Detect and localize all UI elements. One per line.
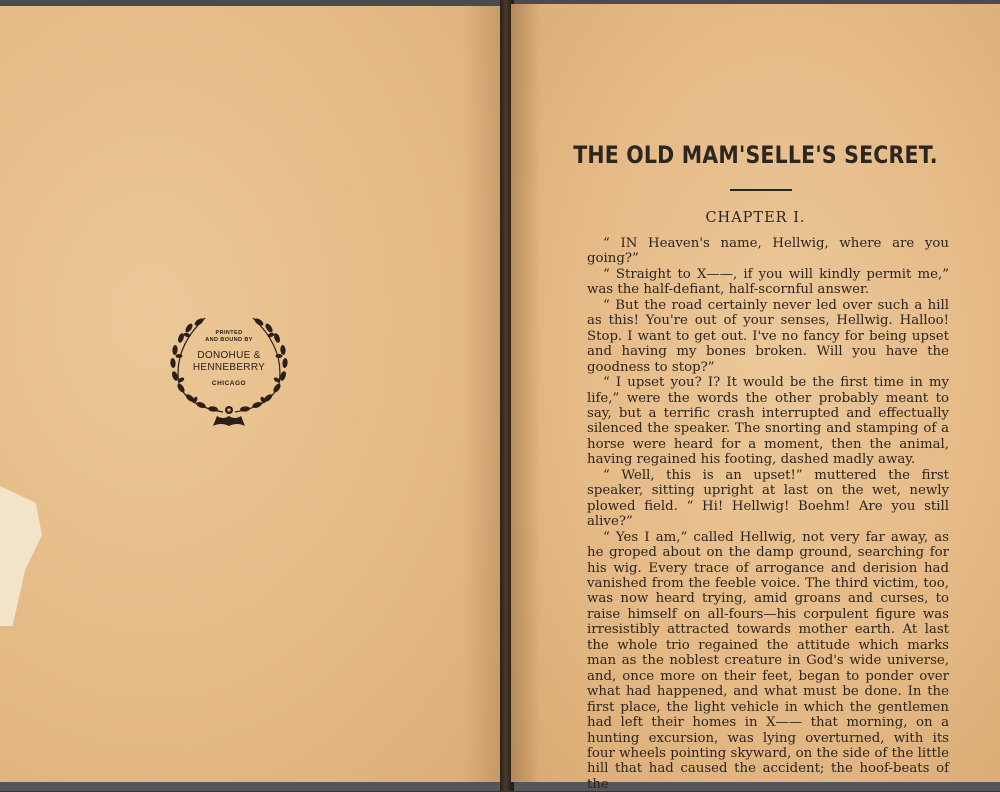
imprint-publisher-line2: HENNEBERRY [192, 362, 266, 373]
imprint-publisher-line1: DONOHUE & [197, 350, 261, 361]
book-title: THE OLD MAM'SELLE'S SECRET. [573, 141, 938, 169]
paragraph: “ IN Heaven's name, Hellwig, where are you going?” [587, 236, 949, 267]
imprint-city: CHICAGO [211, 380, 247, 387]
page-tear [0, 486, 42, 626]
paragraph: “ Well, this is an upset!” muttered the first speaker, sitting upright at last on the wet, newly plowed field. “ Hi! Hellwig! Boehm! Are you still alive?” [587, 467, 949, 530]
chapter-body-text [587, 236, 949, 792]
left-page-gutter-shade [463, 6, 503, 782]
right-page-gutter-shade [511, 4, 541, 782]
imprint-bound-label: AND BOUND BY [205, 337, 253, 343]
title-rule-divider [730, 189, 792, 191]
imprint-printed-label: PRINTED [215, 330, 243, 336]
chapter-heading: CHAPTER I. [705, 210, 806, 226]
paragraph: “ Straight to X——, if you will kindly permit me,” was the half-defiant, half-scornful answer. [587, 266, 949, 298]
paragraph: “ Yes I am,” called Hellwig, not very far away, as he groped about on the damp ground, searching for his wig. Every trace of arrogance and derision had vanished from the feeble voice. The third victim, too, was now heard trying, amid groans and curses, to raise himself on all-fours—his corpulent figure was irresistibly attracted towards mother earth. At last the whole trio regained the attitude which marks man as the noblest creature in God's wide universe, and, once more on their feet, began to ponder over what had happened, and what must be done. In the first place, the light vehicle in which the gentlemen had left their homes in X—— that morning, on a hunting excursion, was lying overturned, with its four wheels pointing skyward, on the side of the little hill that had caused the accident; the hoof-beats of the [587, 529, 949, 792]
printer-imprint [165, 308, 293, 436]
paragraph: “ I upset you? I? It would be the first time in my life,” were the words the other probably meant to say, but a terrific crash interrupted and effectually silenced the speaker. The snorting and stamping of a horse were heard for a moment, then the animal, having regained his footing, dashed madly away. [587, 375, 949, 468]
paragraph: “ But the road certainly never led over such a hill as this! You're out of your senses, Hellwig. Halloo! Stop. I want to get out. I've no fancy for being upset and having my bones broken. Will you have the goodness to stop?” [587, 297, 949, 375]
